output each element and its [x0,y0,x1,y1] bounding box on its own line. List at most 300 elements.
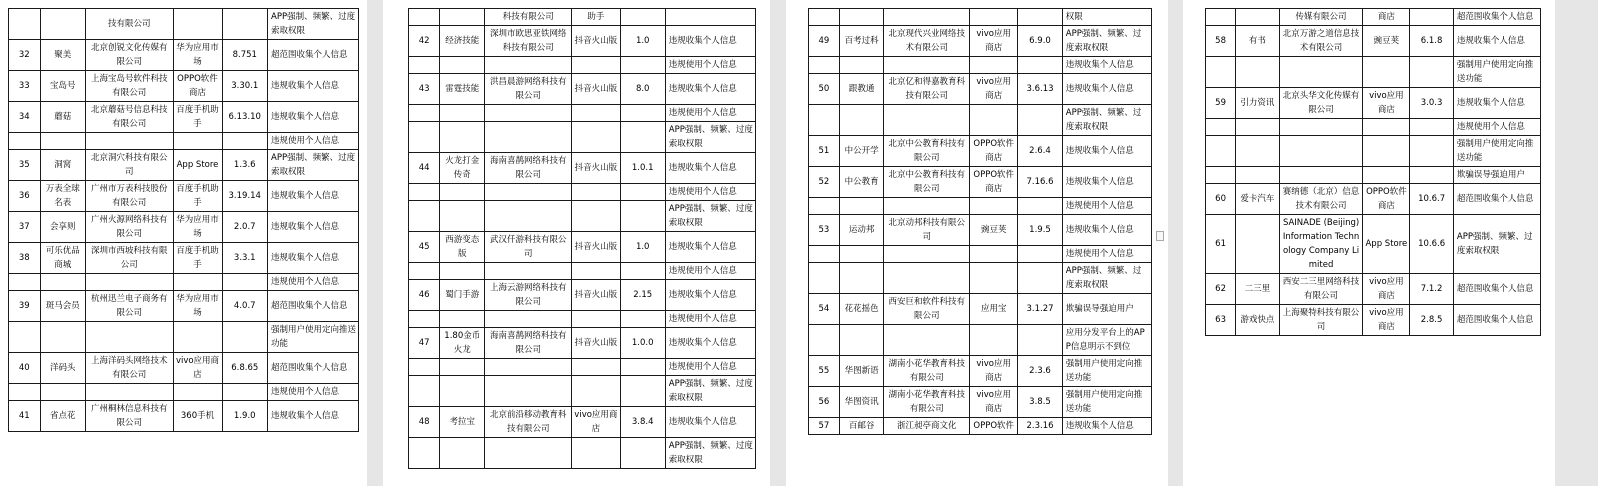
version-cell: 6.1.8 [1410,26,1454,57]
app-name-cell [1236,136,1280,167]
company-name-cell: 海南喜鹊网络科技有限公司 [485,328,572,359]
row-number-cell: 54 [809,294,840,325]
page-break-marker [1156,231,1164,241]
row-number-cell: 58 [1206,26,1236,57]
violation-issue-cell: APP强制、频繁、过度索取权限 [268,9,359,40]
table-row [9,274,359,291]
version-cell [620,359,665,376]
table-row [1206,167,1541,184]
row-number-cell [1206,9,1236,26]
app-name-cell: 蜀门手游 [440,280,485,311]
violation-issue-cell: 违规收集个人信息 [665,280,755,311]
app-store-cell: 抖音火山版 [572,280,621,311]
violation-issue-cell: 违规使用个人信息 [665,263,755,280]
app-store-cell [572,184,621,201]
app-store-cell [970,246,1018,263]
app-name-cell [440,57,485,74]
table-row [9,9,359,40]
app-name-cell [440,105,485,122]
app-name-cell: 爱卡汽车 [1236,184,1280,215]
table-row [409,438,756,469]
app-store-cell: 360手机 [173,401,222,432]
row-number-cell [409,9,440,26]
violation-issue-cell: APP强制、频繁、过度索取权限 [1062,105,1151,136]
version-cell: 3.6.13 [1018,74,1063,105]
app-name-cell: 跟教通 [839,74,884,105]
row-number-cell [409,122,440,153]
row-number-cell [809,105,840,136]
table-row [809,167,1152,198]
row-number-cell [409,105,440,122]
company-name-cell: 北京创锐文化传媒有限公司 [86,40,174,71]
violation-issue-cell: 违规使用个人信息 [268,133,359,150]
table-row [9,322,359,353]
row-number-cell: 62 [1206,274,1236,305]
row-number-cell [1206,136,1236,167]
violation-issue-cell: 强制用户使用定向推送功能 [1453,136,1540,167]
version-cell: 2.0.7 [222,212,268,243]
version-cell [1018,325,1063,356]
violation-issue-cell: 超范围收集个人信息 [1453,9,1540,26]
app-store-cell [970,263,1018,294]
version-cell [222,384,268,401]
table-row [809,356,1152,387]
app-store-cell: OPPO软件 [970,418,1018,435]
version-cell: 2.3.16 [1018,418,1063,435]
version-cell [1018,57,1063,74]
version-cell: 1.9.5 [1018,215,1063,246]
app-name-cell [839,325,884,356]
violation-issue-cell: 强制用户使用定向推送功能 [1062,387,1151,418]
company-name-cell [884,246,970,263]
row-number-cell [809,263,840,294]
version-cell: 3.1.27 [1018,294,1063,325]
company-name-cell: 上海云游网络科技有限公司 [485,280,572,311]
version-cell: 2.15 [620,280,665,311]
version-cell: 8.0 [620,74,665,105]
row-number-cell [809,198,840,215]
app-name-cell: 百考过科 [839,26,884,57]
row-number-cell: 44 [409,153,440,184]
document-page-3 [786,0,1168,486]
table-row [1206,274,1541,305]
violation-issue-cell: 违规收集个人信息 [665,328,755,359]
table-row [1206,215,1541,274]
app-name-cell [839,105,884,136]
version-cell: 8.751 [222,40,268,71]
version-cell: 1.0 [620,232,665,263]
company-name-cell: 北京现代兴业网络技术有限公司 [884,26,970,57]
app-store-cell: App Store [173,150,222,181]
violation-issue-cell: 违规使用个人信息 [665,359,755,376]
app-name-cell: 聚美 [40,40,86,71]
violation-issue-cell: 强制用户使用定向推送功能 [1062,356,1151,387]
row-number-cell: 43 [409,74,440,105]
version-cell [620,122,665,153]
version-cell: 6.13.10 [222,102,268,133]
violation-issue-cell: 违规使用个人信息 [1453,119,1540,136]
row-number-cell: 45 [409,232,440,263]
version-cell [1410,136,1454,167]
row-number-cell [1206,119,1236,136]
violation-issue-cell: APP强制、频繁、过度索取权限 [1453,215,1540,274]
app-store-cell: 抖音火山版 [572,26,621,57]
app-store-cell [970,325,1018,356]
violation-table [8,8,359,432]
app-store-cell [1363,119,1410,136]
app-name-cell [40,384,86,401]
app-name-cell: 可乐优品商城 [40,243,86,274]
company-name-cell: 北京亿和得嘉教育科技有限公司 [884,74,970,105]
violation-issue-cell: 违规收集个人信息 [268,181,359,212]
app-store-cell: OPPO软件商店 [1363,184,1410,215]
app-store-cell: 助手 [572,9,621,26]
company-name-cell: 北京蘑菇号信息科技有限公司 [86,102,174,133]
version-cell: 7.16.6 [1018,167,1063,198]
violation-issue-cell: 违规使用个人信息 [268,384,359,401]
app-name-cell [40,322,86,353]
company-name-cell [86,133,174,150]
company-name-cell [884,198,970,215]
app-name-cell [440,9,485,26]
row-number-cell [409,438,440,469]
version-cell: 6.8.65 [222,353,268,384]
app-name-cell [839,9,884,26]
app-store-cell [572,122,621,153]
company-name-cell: 武汉仟游科技有限公司 [485,232,572,263]
violation-issue-cell: APP强制、频繁、过度索取权限 [1062,26,1151,57]
version-cell: 6.9.0 [1018,26,1063,57]
version-cell: 3.0.3 [1410,88,1454,119]
row-number-cell: 50 [809,74,840,105]
app-store-cell: OPPO软件商店 [970,136,1018,167]
row-number-cell: 38 [9,243,41,274]
document-page-4 [1183,0,1555,486]
version-cell [1018,9,1063,26]
app-name-cell: 会享则 [40,212,86,243]
company-name-cell: 广州市万表科技股份有限公司 [86,181,174,212]
company-name-cell: 北京中公教育科技有限公司 [884,136,970,167]
row-number-cell [409,376,440,407]
company-name-cell: 湖南小花华教育科技有限公司 [884,387,970,418]
violation-issue-cell: 违规收集个人信息 [1453,88,1540,119]
company-name-cell: 洪昌晨游网络科技有限公司 [485,74,572,105]
version-cell [1018,246,1063,263]
app-store-cell: vivo应用商店 [970,387,1018,418]
row-number-cell: 63 [1206,305,1236,336]
table-row [1206,184,1541,215]
app-name-cell [1236,167,1280,184]
row-number-cell [9,274,41,291]
document-page-1 [0,0,367,486]
version-cell: 3.8.4 [620,407,665,438]
row-number-cell [1206,57,1236,88]
company-name-cell: 北京动邦科技有限公司 [884,215,970,246]
app-store-cell: vivo应用商店 [572,407,621,438]
app-store-cell [572,438,621,469]
version-cell [620,376,665,407]
app-store-cell [572,359,621,376]
version-cell [1018,105,1063,136]
app-name-cell [440,311,485,328]
table-row [1206,88,1541,119]
company-name-cell: 杭州迅兰电子商务有限公司 [86,291,174,322]
table-row [409,9,756,26]
version-cell [1410,57,1454,88]
company-name-cell: 上海宝岛号软件科技有限公司 [86,71,174,102]
app-store-cell: 商店 [1363,9,1410,26]
app-name-cell: 斑马会员 [40,291,86,322]
app-name-cell: 华图新语 [839,356,884,387]
row-number-cell: 32 [9,40,41,71]
row-number-cell: 57 [809,418,840,435]
app-name-cell [839,57,884,74]
version-cell [620,263,665,280]
company-name-cell: 浙江昶亭商文化 [884,418,970,435]
company-name-cell: 上海洋码头网络技术有限公司 [86,353,174,384]
row-number-cell: 59 [1206,88,1236,119]
row-number-cell [409,184,440,201]
version-cell [1410,119,1454,136]
company-name-cell [884,325,970,356]
app-store-cell [572,201,621,232]
app-store-cell: 豌豆荚 [1363,26,1410,57]
table-row [409,376,756,407]
company-name-cell [1279,136,1363,167]
app-store-cell [1363,167,1410,184]
app-name-cell: 花花摇色 [839,294,884,325]
app-name-cell: 雷霆技能 [440,74,485,105]
table-row [409,26,756,57]
company-name-cell [485,359,572,376]
app-name-cell [440,122,485,153]
table-row [409,359,756,376]
table-row [809,26,1152,57]
app-name-cell [40,133,86,150]
app-store-cell [970,57,1018,74]
app-store-cell [572,105,621,122]
app-name-cell [440,376,485,407]
app-store-cell: vivo应用商店 [1363,305,1410,336]
violation-issue-cell: 违规使用个人信息 [665,105,755,122]
violation-issue-cell: 违规收集个人信息 [1062,418,1151,435]
app-name-cell [40,274,86,291]
company-name-cell: 深圳市欧思亚铁网络科技有限公司 [485,26,572,57]
company-name-cell [884,105,970,136]
table-row [809,74,1152,105]
app-store-cell: 华为应用市场 [173,40,222,71]
table-row [1206,9,1541,26]
app-name-cell: 洋码头 [40,353,86,384]
violation-issue-cell: 欺骗误导强迫用户 [1062,294,1151,325]
violation-table [408,8,756,469]
app-name-cell: 蘑菇 [40,102,86,133]
violation-issue-cell: 违规使用个人信息 [1062,198,1151,215]
violation-issue-cell: 违规收集个人信息 [665,407,755,438]
app-store-cell: vivo应用商店 [970,26,1018,57]
table-row [1206,119,1541,136]
app-store-cell: vivo应用商店 [1363,274,1410,305]
version-cell [222,322,268,353]
violation-issue-cell: 违规收集个人信息 [1062,74,1151,105]
row-number-cell [409,359,440,376]
app-store-cell: OPPO软件商店 [173,71,222,102]
violation-issue-cell: 欺骗误导强迫用户 [1453,167,1540,184]
company-name-cell: 科技有限公司 [485,9,572,26]
violation-issue-cell: 违规使用个人信息 [1062,246,1151,263]
version-cell: 3.30.1 [222,71,268,102]
app-store-cell: vivo应用商店 [173,353,222,384]
violation-issue-cell: APP强制、频繁、过度索取权限 [665,201,755,232]
violation-issue-cell: 违规收集个人信息 [1453,26,1540,57]
company-name-cell: 北京洞穴科技有限公司 [86,150,174,181]
app-name-cell [440,263,485,280]
table-row [809,325,1152,356]
company-name-cell: 传媒有限公司 [1279,9,1363,26]
app-name-cell [440,438,485,469]
violation-issue-cell: 违规收集个人信息 [268,102,359,133]
table-row [9,243,359,274]
version-cell: 1.0.0 [620,328,665,359]
app-store-cell: vivo应用商店 [970,356,1018,387]
app-name-cell: 省点花 [40,401,86,432]
company-name-cell [485,184,572,201]
table-row [809,105,1152,136]
app-store-cell: OPPO软件商店 [970,167,1018,198]
app-store-cell: App Store [1363,215,1410,274]
app-name-cell: 中公教育 [839,167,884,198]
company-name-cell [884,57,970,74]
table-row [9,401,359,432]
app-name-cell [1236,119,1280,136]
version-cell: 2.3.6 [1018,356,1063,387]
violation-issue-cell: 超范围收集个人信息 [268,353,359,384]
app-store-cell [173,322,222,353]
row-number-cell: 39 [9,291,41,322]
violation-issue-cell [665,9,755,26]
version-cell [1018,198,1063,215]
table-row [409,263,756,280]
version-cell [222,9,268,40]
version-cell: 10.6.7 [1410,184,1454,215]
app-name-cell: 中公开学 [839,136,884,167]
violation-issue-cell: 强制用户使用定向推送功能 [268,322,359,353]
app-store-cell [572,57,621,74]
version-cell [620,438,665,469]
app-store-cell: 百度手机助手 [173,243,222,274]
app-store-cell: 华为应用市场 [173,212,222,243]
table-row [809,294,1152,325]
app-name-cell: 万表全球名表 [40,181,86,212]
violation-issue-cell: 超范围收集个人信息 [268,40,359,71]
table-row [809,418,1152,435]
row-number-cell: 41 [9,401,41,432]
row-number-cell [1206,167,1236,184]
app-name-cell [1236,9,1280,26]
violation-issue-cell: 应用分发平台上的APP信息明示不到位 [1062,325,1151,356]
version-cell [222,274,268,291]
table-row [809,246,1152,263]
app-store-cell [970,9,1018,26]
violation-issue-cell: 违规使用个人信息 [665,57,755,74]
version-cell [620,57,665,74]
violation-issue-cell: 违规收集个人信息 [665,153,755,184]
table-row [809,215,1152,246]
version-cell [620,311,665,328]
row-number-cell: 47 [409,328,440,359]
violation-issue-cell: 违规收集个人信息 [1062,215,1151,246]
violation-issue-cell: 强制用户使用定向推送功能 [1453,57,1540,88]
row-number-cell: 56 [809,387,840,418]
version-cell [1018,263,1063,294]
app-name-cell: 百邮谷 [839,418,884,435]
company-name-cell [485,105,572,122]
app-name-cell: 华图资讯 [839,387,884,418]
app-store-cell [970,105,1018,136]
violation-issue-cell: 违规收集个人信息 [268,71,359,102]
table-row [409,201,756,232]
table-row [9,181,359,212]
company-name-cell [884,263,970,294]
row-number-cell: 53 [809,215,840,246]
app-store-cell [173,384,222,401]
table-row [809,9,1152,26]
row-number-cell: 55 [809,356,840,387]
row-number-cell: 46 [409,280,440,311]
company-name-cell: 北京中公教育科技有限公司 [884,167,970,198]
violation-issue-cell: 违规使用个人信息 [665,184,755,201]
table-row [409,280,756,311]
violation-issue-cell: 超范围收集个人信息 [1453,305,1540,336]
violation-table [1205,8,1541,336]
company-name-cell [485,376,572,407]
violation-issue-cell: 违规使用个人信息 [665,311,755,328]
app-name-cell: 有书 [1236,26,1280,57]
table-row [409,328,756,359]
version-cell: 3.8.5 [1018,387,1063,418]
row-number-cell: 60 [1206,184,1236,215]
company-name-cell: 广州桐林信息科技有限公司 [86,401,174,432]
company-name-cell: 技有限公司 [86,9,174,40]
violation-issue-cell: 违规收集个人信息 [268,243,359,274]
app-store-cell: 百度手机助手 [173,102,222,133]
version-cell [1410,9,1454,26]
company-name-cell [485,57,572,74]
company-name-cell [1279,57,1363,88]
version-cell: 1.0 [620,26,665,57]
version-cell [222,133,268,150]
row-number-cell [809,246,840,263]
app-store-cell [572,263,621,280]
app-name-cell: 运动邦 [839,215,884,246]
company-name-cell [1279,167,1363,184]
app-name-cell [1236,215,1280,274]
app-store-cell: 抖音火山版 [572,328,621,359]
row-number-cell: 34 [9,102,41,133]
version-cell: 1.9.0 [222,401,268,432]
row-number-cell [9,322,41,353]
version-cell [620,184,665,201]
company-name-cell: 上海聚特科技有限公司 [1279,305,1363,336]
table-row [1206,136,1541,167]
version-cell: 4.0.7 [222,291,268,322]
app-store-cell [1363,57,1410,88]
app-name-cell: 经济技能 [440,26,485,57]
app-name-cell: 火龙打金传奇 [440,153,485,184]
row-number-cell: 49 [809,26,840,57]
row-number-cell [409,57,440,74]
violation-issue-cell: APP强制、频繁、过度索取权限 [665,376,755,407]
